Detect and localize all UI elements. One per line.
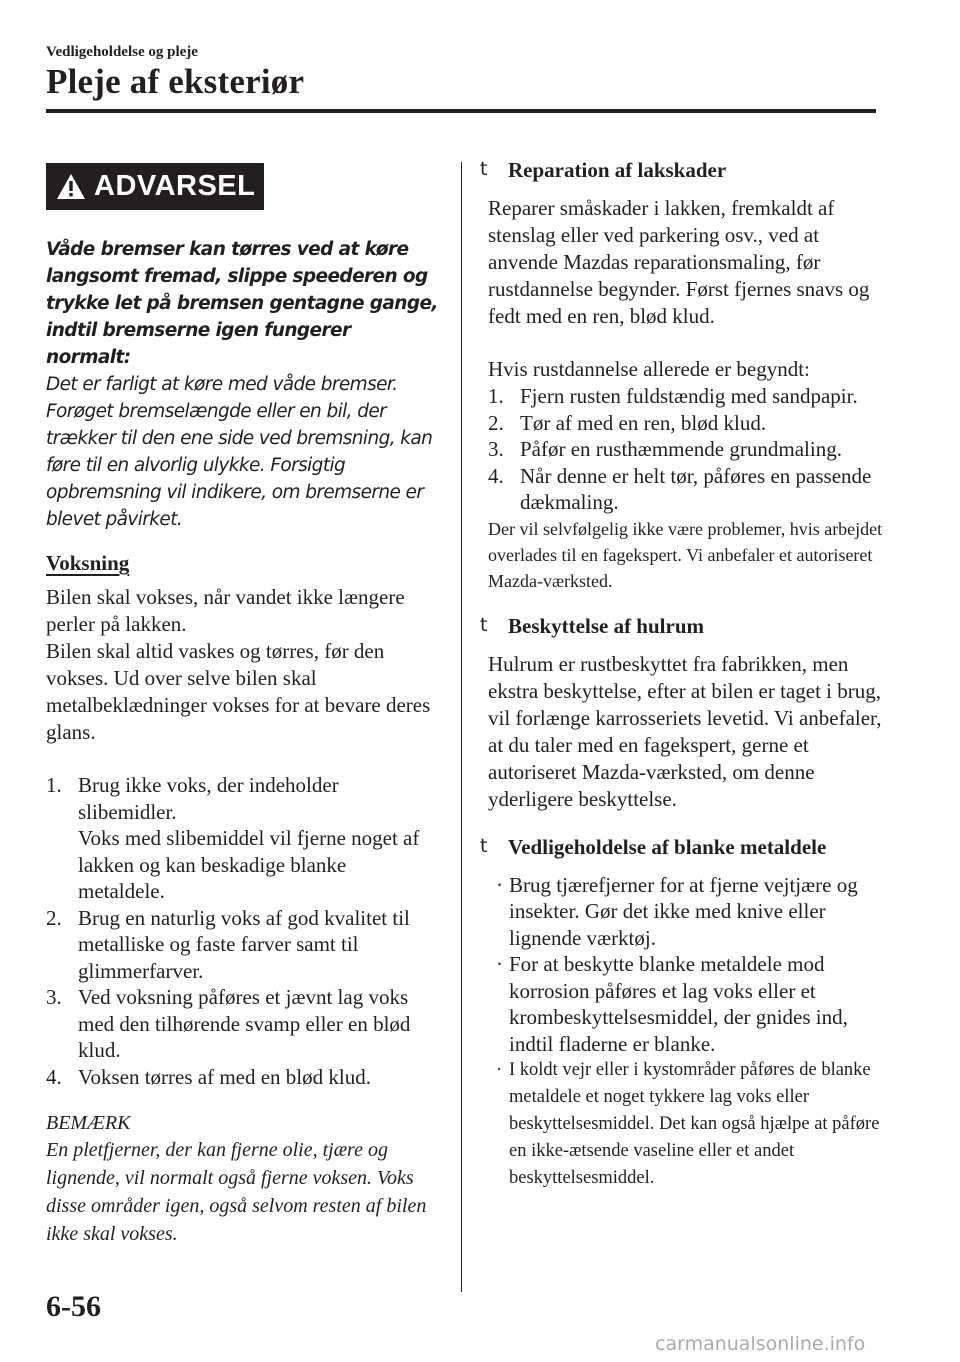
bullet-icon: · — [496, 952, 503, 976]
list-item — [488, 436, 888, 463]
list-item — [488, 383, 888, 410]
list-number: 2. — [488, 410, 504, 435]
list-number: 1. — [46, 773, 62, 797]
list-item — [488, 410, 888, 437]
list-item — [488, 951, 888, 1057]
hulrum-heading-text: Beskyttelse af hulrum — [508, 613, 704, 638]
voksning-list — [46, 772, 438, 1090]
list-item-extra: Voks med slibemiddel vil fjerne noget af lakken og kan beskadige blanke metaldele. — [78, 826, 420, 903]
voksning-para-2: Bilen skal altid vaskes og tørres, før den vokses. Ud over selve bilen skal metalbeklædninger vokses for at bevare deres glans. — [46, 639, 431, 744]
voksning-para-1: Bilen skal vokses, når vandet ikke længere perler på lakken. — [46, 585, 405, 636]
list-item-text: I koldt vejr eller i kystområder påføres de blanke metaldele et noget tykkere lag voks eller beskyttelsesmiddel. Det kan også hjælpe at påføre en ikke-ætsende vaseline eller et andet beskyttelsesmiddel. — [509, 1060, 880, 1188]
right-column — [480, 158, 888, 1192]
list-item-text: Tør af med en ren, blød klud. — [520, 410, 767, 435]
list-item — [46, 772, 438, 905]
note-text: En pletfjerner, der kan fjerne olie, tjære og lignende, vil normalt også fjerne voksen. Voks disse områder igen, også selvom resten af bilen ikke skal vokses. — [46, 1139, 427, 1245]
warning-text — [46, 236, 438, 533]
left-column — [46, 163, 438, 1248]
metaldele-heading-text: Vedligeholdelse af blanke metaldele — [508, 834, 827, 859]
warning-badge — [46, 163, 264, 210]
warning-body-text: Det er farligt at køre med våde bremser. Forøget bremselængde eller en bil, der trækker til den ene side ved bremsning, kan føre til en alvorlig ulykke. Forsigtig opbremsning vil indikere, om bremserne er blevet påvirket. — [46, 374, 433, 530]
metaldele-list — [488, 872, 888, 1193]
warning-label: ADVARSEL — [94, 170, 256, 202]
watermark: carmanualsonline.info — [655, 1333, 866, 1355]
bullet-icon: · — [496, 872, 503, 897]
list-number: 3. — [488, 437, 504, 461]
hulrum-para: Hulrum er rustbeskyttet fra fabrikken, men ekstra beskyttelse, efter at bilen er taget i brug, vil forlænge karrosseriets levetid. Vi anbefaler, at du taler med en fagekspert, gerne et autoriseret Mazda-værksted, om denne yderligere beskyttelse. — [488, 651, 882, 811]
list-number: 3. — [46, 985, 62, 1009]
voksning-heading: Voksning — [46, 551, 130, 575]
section-marker-icon: t — [480, 613, 488, 636]
metaldele-heading — [480, 835, 888, 860]
list-item-text: Ved voksning påføres et jævnt lag voks med den tilhørende svamp eller en blød klud. — [78, 985, 411, 1062]
list-item-text: Når denne er helt tør, påføres en passende dækmaling. — [520, 463, 872, 514]
section-label: Vedligeholdelse og pleje — [46, 44, 198, 60]
reparation-small-text: Der vil selvfølgelig ikke være problemer, hvis arbejdet overlades til en fagekspert. Vi anbefaler et autoriseret Mazda-værksted. — [488, 518, 883, 591]
header-rule — [46, 109, 876, 113]
list-number: 4. — [46, 1064, 62, 1089]
list-item — [46, 984, 438, 1064]
list-item-text: Brug tjærefjerner for at fjerne vejtjære og insekter. Gør det ikke med knive eller lignende værktøj. — [509, 872, 858, 950]
list-item — [488, 463, 888, 516]
reparation-para: Reparer småskader i lakken, fremkaldt af stenslag eller ved parkering osv., ved at anvende Mazdas reparationsmaling, før rustdannelse begynder. Først fjernes snavs og fedt med en ren, blød klud. — [488, 196, 870, 328]
list-item-text: Fjern rusten fuldstændig med sandpapir. — [520, 384, 858, 408]
list-item-text: Brug ikke voks, der indeholder slibemidler. — [78, 773, 339, 824]
note-label: BEMÆRK — [46, 1112, 131, 1134]
list-item — [488, 1057, 888, 1192]
list-item-text: For at beskytte blanke metaldele mod korrosion påføres et lag voks eller et krombeskyttelsesmiddel, der gnides ind, indtil fladerne er blanke. — [509, 952, 848, 1056]
list-number: 2. — [46, 905, 62, 930]
reparation-list — [488, 383, 888, 516]
list-item-text: Voksen tørres af med en blød klud. — [78, 1064, 371, 1089]
page-title: Pleje af eksteriør — [46, 62, 305, 101]
bullet-icon: · — [496, 1060, 503, 1080]
reparation-heading — [480, 158, 888, 183]
reparation-intro: Hvis rustdannelse allerede er begyndt: — [488, 357, 810, 381]
list-number: 4. — [488, 463, 504, 488]
reparation-heading-text: Reparation af lakskader — [508, 158, 727, 182]
section-marker-icon: t — [480, 158, 488, 180]
hulrum-heading — [480, 614, 888, 639]
list-item — [488, 872, 888, 952]
page-number: 6-56 — [46, 1290, 101, 1323]
list-item-text: Påfør en rusthæmmende grundmaling. — [520, 437, 842, 461]
section-marker-icon: t — [480, 834, 488, 857]
list-item-text: Brug en naturlig voks af god kvalitet til metalliske og faste farver samt til glimmerfarver. — [78, 905, 410, 983]
list-item — [46, 1064, 438, 1091]
warning-bold-text: Våde bremser kan tørres ved at køre langsomt fremad, slippe speederen og trykke let på bremsen gentagne gange, indtil bremserne igen fungerer normalt: — [46, 239, 438, 368]
warning-triangle-icon — [56, 173, 86, 200]
list-item — [46, 905, 438, 985]
list-number: 1. — [488, 384, 504, 408]
column-divider — [461, 162, 462, 1292]
